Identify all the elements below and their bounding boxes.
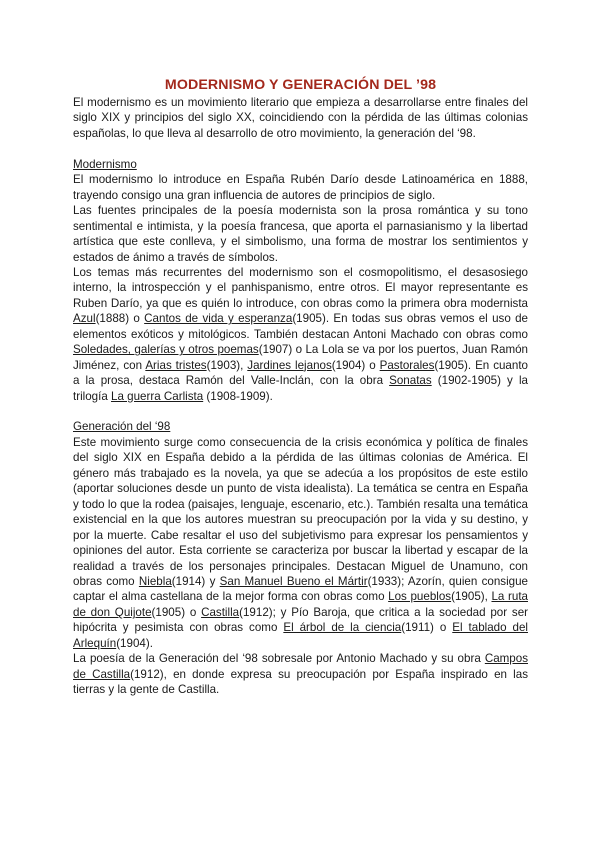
work-title-tablado-arlequin: El tablado del Arlequín [73,621,528,650]
work-title-arias-tristes: Arias tristes [145,358,207,372]
work-title-guerra-carlista: La guerra Carlista [111,389,204,403]
work-title-campos-castilla: Campos de Castilla [73,652,528,681]
text-run: (1904) o [331,358,380,372]
text-run: (1933); Azorín, quien consigue captar el alma castellana de la mejor forma con obras como [73,575,528,604]
work-title-sonatas: Sonatas [389,374,432,388]
section-heading-generacion: Generación del ‘98 [73,420,171,434]
text-run: (1905). En cuanto a la prosa, destaca Ramón del Valle-Inclán, con la obra [73,358,529,388]
text-run: (1888) o [95,312,145,326]
document-page [73,76,528,698]
section-heading-modernismo: Modernismo [73,157,137,171]
generacion-paragraph-1 [73,435,528,651]
text-run: Este movimiento surge como consecuencia de la crisis económica y política de finales del siglo XIX en España debido a la pérdida de las últimas colonias de América. El género más trabajado es la novela, ya que se adecúa a los propósitos de este estilo (aportar soluciones desde un punto de vista idealista). La temática se centra en España y todo lo que la rodea (paisajes, lenguaje, escenario, etc.). También resalta una temática existencial en la que los autores muestran su preocupación por la vida y su destino, y por la muerte. Cabe resaltar el uso del subjetivismo para expresar los pensamientos y opiniones del autor. Esta corriente se caracteriza por buscar la libertad y escapar de la realidad a través de los personajes principales. Destacan Miguel de Unamuno, con obras como [73,435,528,589]
text-run: (1902-1905) y la trilogía [73,374,528,403]
modernismo-paragraph-1: El modernismo lo introduce en España Rubén Darío desde Latinoamérica en 1888, trayendo consigo una gran influencia de autores de principios de siglo. [73,173,528,202]
work-title-los-pueblos: Los pueblos [388,590,452,604]
work-title-ruta-quijote: La ruta de don Quijote [73,590,528,619]
generacion-paragraph-2 [73,651,528,697]
work-title-san-manuel: San Manuel Bueno el Mártir [219,575,368,589]
text-run: (1912); y Pío Baroja, que critica a la sociedad por ser hipócrita y pesimista con obras como [73,605,528,635]
text-run: La poesía de la Generación del ‘98 sobresale por Antonio Machado y su obra [73,652,485,666]
text-run: Los temas más recurrentes del modernismo son el cosmopolitismo, el desasosiego interno, la introspección y el panhispanismo, entre otros. El mayor representante es Ruben Darío, ya que es quién lo introduce, con obras como la primera obra modernista [73,265,528,310]
text-run: (1908-1909). [203,389,273,403]
work-title-castilla: Castilla [201,605,240,619]
work-title-jardines-lejanos: Jardines lejanos [247,358,332,372]
modernismo-paragraph-2: Las fuentes principales de la poesía modernista son la prosa romántica y su tono sentimental e intimista, y la poesía francesa, que aporta el parnasianismo y la libertad artística que este conlleva, y el simbolismo, una forma de mostrar los sentimientos y estados de ánimo a través de símbolos. [73,204,528,264]
text-run: (1905). En todas sus obras vemos el uso de elementos exóticos y mitológicos. También destacan Antoni Machado con obras como [73,312,528,341]
spacer [73,404,528,419]
work-title-cantos: Cantos de vida y esperanza [144,312,293,326]
work-title-azul: Azul [73,312,96,326]
document-title: MODERNISMO Y GENERACIÓN DEL ’98 [164,77,437,93]
text-run: (1912), en donde expresa su preocupación por España inspirado en las tierras y la gente de Castilla. [73,667,528,697]
text-run: (1911) o [401,621,453,635]
work-title-arbol-ciencia: El árbol de la ciencia [283,621,402,635]
spacer [73,141,528,156]
text-run: (1903), [206,358,248,372]
text-run: (1904). [116,636,153,650]
text-run: (1905), [451,590,492,604]
work-title-soledades: Soledades, galerías y otros poemas [73,343,259,357]
intro-paragraph: El modernismo es un movimiento literario que empieza a desarrollarse entre finales del siglo XIX y principios del siglo XX, coincidiendo con la pérdida de las últimas colonias españolas, lo que lleva al desarrollo de otro movimiento, la generación del ‘98. [73,96,528,140]
text-run: (1914) y [171,575,220,589]
work-title-niebla: Niebla [138,575,172,589]
text-run: (1907) o La Lola se va por los puertos, Juan Ramón Jiménez, con [73,343,528,372]
text-run: (1905) o [151,605,202,619]
modernismo-paragraph-3 [73,265,528,404]
work-title-pastorales: Pastorales [379,358,435,372]
